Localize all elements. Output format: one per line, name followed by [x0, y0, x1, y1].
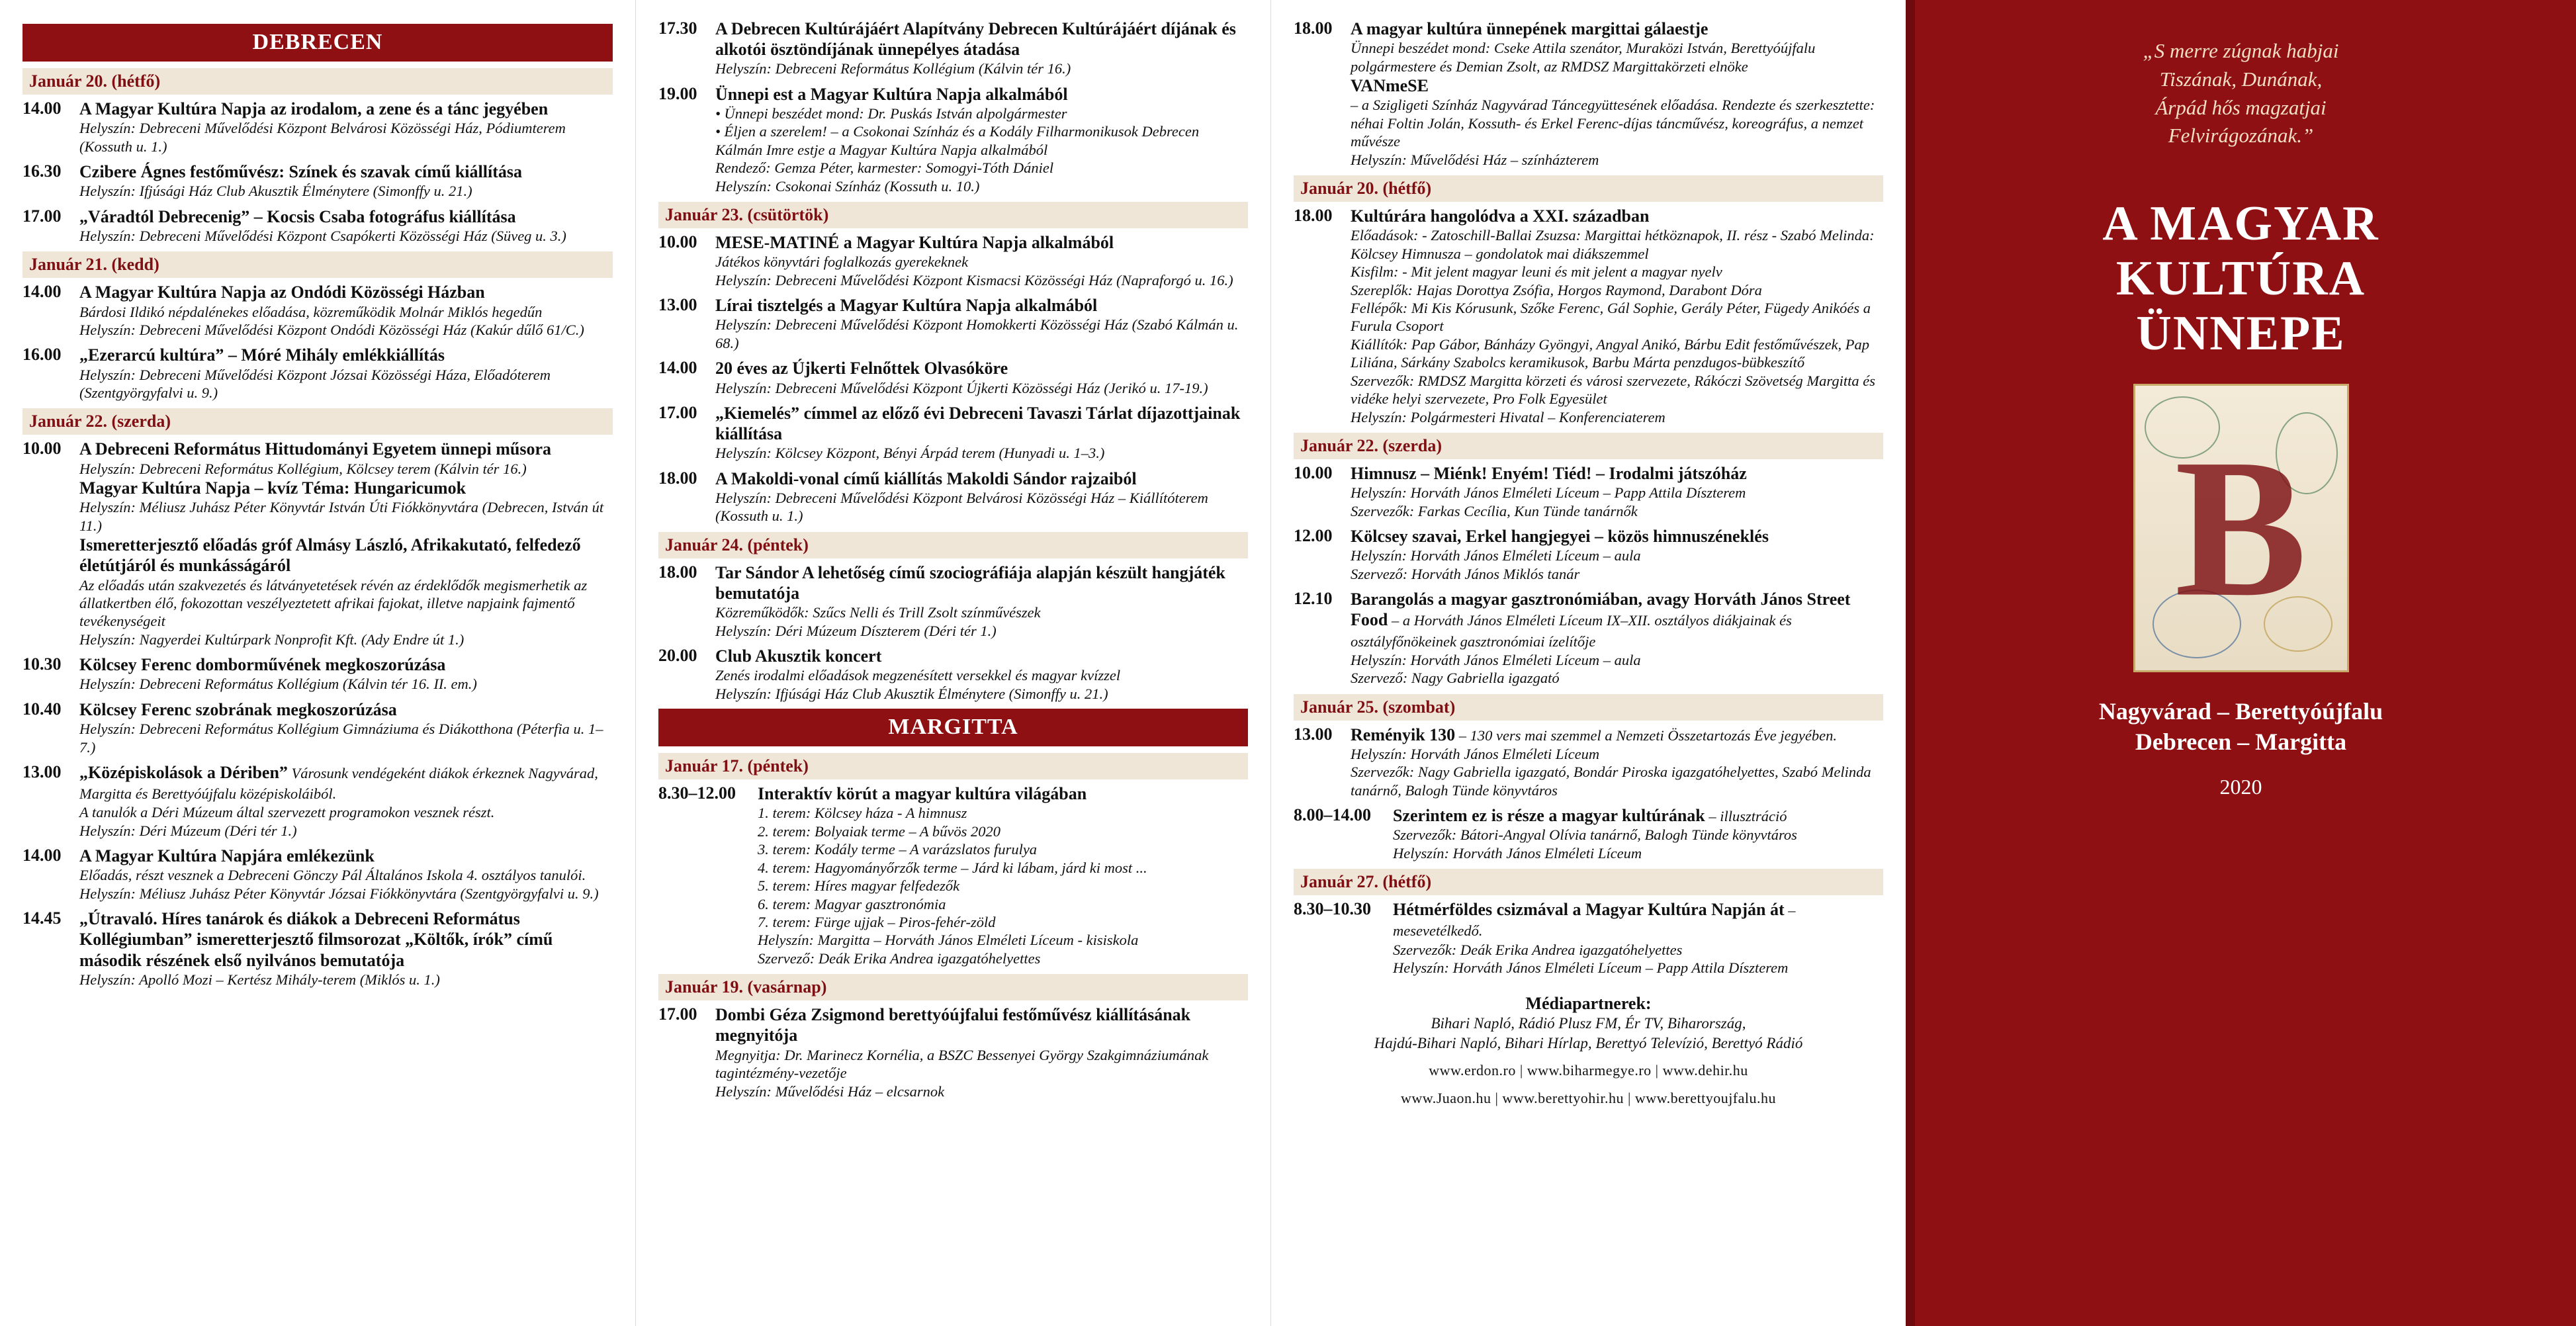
event-body [715, 403, 1248, 463]
event-time: 17.00 [658, 1004, 697, 1024]
event-title: Ünnepi est a Magyar Kultúra Napja alkalmából [715, 84, 1068, 104]
media-partners-title: Médiapartnerek: [1525, 994, 1652, 1014]
day-header: Január 27. (hétfő) [1294, 869, 1883, 895]
media-partner-url[interactable]: www.erdon.ro | www.biharmegye.ro | www.dehir.hu [1429, 1062, 1748, 1079]
event-title: A Debreceni Református Hittudományi Egyetem ünnepi műsora [79, 439, 552, 459]
event-detail-line: Megnyitja: Dr. Marinecz Kornélia, a BSZC Bessenyei György Szakgimnáziumának tagintézmény-vezetője [715, 1046, 1209, 1082]
event-item [658, 84, 1248, 195]
event-time: 18.00 [658, 562, 697, 582]
event-detail-line: Szervezők: RMDSZ Margitta körzeti és városi szervezete, Rákóczi Szövetség Margitta és vidéke helyi szervezete, Pro Folk Egyesület [1351, 372, 1875, 408]
event-time: 8.30–12.00 [658, 783, 736, 803]
event-body [1351, 589, 1883, 687]
event-title: MESE-MATINÉ a Magyar Kultúra Napja alkalmából [715, 233, 1114, 253]
event-detail-line: Helyszín: Debreceni Művelődési Központ Csapókerti Közösségi Ház (Süveg u. 3.) [79, 227, 566, 244]
event-detail-line: Helyszín: Déri Múzeum Díszterem (Déri tér 1.) [715, 622, 997, 639]
day-header: Január 23. (csütörtök) [658, 202, 1248, 228]
event-time: 10.00 [1294, 463, 1333, 482]
event-detail-line: 6. terem: Magyar gasztronómia [758, 895, 946, 912]
event-detail-line: Ünnepi beszédet mond: Cseke Attila szenátor, Muraközi István, Berettyóújfalu polgármestere és Demian Zsolt, az RMDSZ Margittakörzeti elnöke [1351, 40, 1816, 75]
event-detail-line: Helyszín: Apolló Mozi – Kertész Mihály-terem (Miklós u. 1.) [79, 971, 440, 988]
event-item [658, 403, 1248, 463]
cover-title [1906, 197, 2576, 361]
event-time: 12.10 [1294, 589, 1333, 609]
event-item [22, 99, 613, 155]
column-margitta [1270, 0, 1906, 1326]
event-body [79, 282, 613, 339]
event-detail-line: Helyszín: Ifjúsági Ház Club Akusztik Élménytere (Simonffy u. 21.) [715, 685, 1108, 702]
media-partner-urls [1294, 1060, 1883, 1109]
event-item [658, 1004, 1248, 1100]
event-title: Szerintem ez is része a magyar kultúrának – illusztráció [1393, 806, 1787, 826]
event-title: Kölcsey Ferenc domborművének megkoszorúzása [79, 655, 446, 675]
event-body [1351, 463, 1883, 520]
event-body [79, 762, 613, 840]
media-partner-line: Bihari Napló, Rádió Plusz FM, Ér TV, Biharország, [1431, 1015, 1746, 1032]
event-time: 8.30–10.30 [1294, 899, 1371, 919]
event-detail-line: Helyszín: Debreceni Művelődési Központ Újkerti Közösségi Ház (Jerikó u. 17-19.) [715, 379, 1208, 396]
event-item [1294, 526, 1883, 583]
event-list-col2-top [658, 19, 1248, 195]
event-detail-line: Kiállítók: Pap Gábor, Bánházy Gyöngyi, Angyal Anikó, Bárbu Edit festőművészek, Pap Liliána, Sárkány Szabolcs keramikusok, Barbu Márta penzdugos-bübkeszítő [1351, 335, 1870, 371]
event-title: Kölcsey szavai, Erkel hangjegyei – közös himnuszéneklés [1351, 527, 1769, 547]
event-detail-line: Szervező: Deák Erika Andrea igazgatóhelyettes [758, 950, 1041, 967]
event-detail-line: Szereplők: Hajas Dorottya Zsófia, Horgos Raymond, Darabont Dóra [1351, 281, 1762, 298]
section-banner-margitta: MARGITTA [658, 709, 1248, 746]
event-detail-line: 4. terem: Hagyományőrzők terme – Járd ki lábam, járd ki most ... [758, 859, 1147, 876]
event-time: 10.30 [22, 654, 62, 674]
event-item [22, 908, 613, 989]
event-title-suffix: – a Horváth János Elméleti Líceum IX–XII. osztályos diákjainak és osztályfőnökeinek gasztronómiai ízelítője [1351, 612, 1792, 650]
event-time: 8.00–14.00 [1294, 805, 1371, 825]
event-body [1351, 725, 1883, 800]
day-list-col1 [22, 68, 613, 989]
event-detail-line: • Ünnepi beszédet mond: Dr. Puskás István alpolgármester [715, 105, 1067, 122]
event-time: 10.00 [22, 439, 62, 459]
event-item [1294, 899, 1883, 977]
cover-panel [1906, 0, 2576, 1326]
event-time: 14.00 [22, 99, 62, 118]
event-body [79, 99, 613, 155]
event-detail-line: Helyszín: Ifjúsági Ház Club Akusztik Élménytere (Simonffy u. 21.) [79, 183, 472, 200]
event-time: 13.00 [658, 295, 697, 315]
event-time: 13.00 [22, 762, 62, 781]
event-detail-line: 2. terem: Bolyaiak terme – A bűvös 2020 [758, 822, 1001, 840]
media-partner-line: Hajdú-Bihari Napló, Bihari Hírlap, Berettyó Televízió, Berettyó Rádió [1374, 1035, 1803, 1052]
event-detail-line: Helyszín: Nagyerdei Kultúrpark Nonprofit Kft. (Ady Endre út 1.) [79, 631, 465, 648]
event-body [79, 654, 613, 693]
event-title: A Magyar Kultúra Napja az irodalom, a zene és a tánc jegyében [79, 99, 549, 118]
event-title-suffix: – 130 vers mai szemmel a Nemzeti Összetartozás Éve jegyében. [1455, 727, 1837, 744]
event-title: Reményik 130 – 130 vers mai szemmel a Nemzeti Összetartozás Éve jegyében. [1351, 725, 1837, 744]
day-header: Január 17. (péntek) [658, 753, 1248, 779]
day-header: Január 22. (szerda) [22, 408, 613, 435]
event-body [715, 562, 1248, 640]
event-detail-line: Szervezők: Deák Erika Andrea igazgatóhelyettes [1393, 941, 1683, 958]
event-time: 17.00 [22, 206, 62, 226]
event-list-col3-top [1294, 19, 1883, 169]
event-detail-line: – a Szigligeti Színház Nagyvárad Táncegyüttesének előadása. Rendezte és szerkesztette: néhai Foltin Jolán, Kossuth- és Erkel Ferenc-díjas táncművész, koreográfus, a nemzet művésze [1351, 97, 1875, 150]
event-detail-line: 3. terem: Kodály terme – A varázslatos furulya [758, 841, 1038, 858]
event-body [715, 1004, 1248, 1100]
cover-year: 2020 [2219, 775, 2262, 799]
event-item [1294, 19, 1883, 169]
event-title: A Magyar Kultúra Napja az Ondódi Közösségi Házban [79, 283, 485, 302]
event-time: 18.00 [1294, 206, 1333, 225]
event-detail-line: Helyszín: Debreceni Művelődési Központ Belvárosi Közösségi Ház – Kiállítóterem (Kossuth u. 1.) [715, 489, 1208, 525]
event-time: 18.00 [1294, 19, 1333, 38]
event-detail-line: Előadás, részt vesznek a Debreceni Gönczy Pál Általános Iskola 4. osztályos tanulói. Helyszín: Méliusz Juhász Péter Könyvtár Józsai Fiókkönyvtára (Szentgyörgyfalvi u. 9.) [79, 867, 599, 902]
event-item [1294, 463, 1883, 520]
event-detail-line: Helyszín: Horváth János Elméleti Líceum [1351, 745, 1600, 762]
event-detail-line: Bárdosi Ildikó népdalénekes előadása, közreműködik Molnár Miklós hegedűn [79, 303, 543, 320]
event-title-suffix: – mesevetélkedő. [1393, 902, 1796, 940]
event-item [1294, 206, 1883, 426]
event-body [758, 783, 1248, 967]
event-title: Kultúrára hangolódva a XXI. században [1351, 206, 1650, 226]
day-header: Január 25. (szombat) [1294, 694, 1883, 721]
day-header: Január 24. (péntek) [658, 532, 1248, 558]
event-title: „Útravaló. Híres tanárok és diákok a Debreceni Református Kollégiumban” ismeretterjesztő filmsorozat „Költők, írók” című második részének első nyilvános bemutatója [79, 909, 553, 970]
day-header: Január 20. (hétfő) [1294, 175, 1883, 202]
event-detail-line: Helyszín: Horváth János Elméleti Líceum – aula [1351, 547, 1641, 564]
event-detail-line: Előadások: - Zatoschill-Ballai Zsuzsa: Margittai hétköznapok, II. rész - Szabó Melinda: Kölcsey Himnusza – gondolatok mai diákszemmel [1351, 227, 1875, 262]
event-title: Interaktív körút a magyar kultúra világában [758, 784, 1087, 804]
event-body [715, 84, 1248, 195]
event-detail-line: Helyszín: Horváth János Elméleti Líceum – Papp Attila Díszterem [1393, 959, 1789, 976]
event-detail-line: Kisfilm: - Mit jelent magyar leuni és mit jelent a magyar nyelv [1351, 263, 1722, 281]
event-time: 14.00 [22, 282, 62, 302]
event-item [22, 161, 613, 200]
event-detail-line: Helyszín: Csokonai Színház (Kossuth u. 10.) [715, 177, 980, 195]
cover-place-line: Nagyvárad – Berettyóújfalu [2098, 697, 2383, 725]
event-detail-line: Helyszín: Debreceni Református Kollégium (Kálvin tér 16. II. em.) [79, 676, 477, 693]
day-header: Január 21. (kedd) [22, 251, 613, 278]
event-detail-line: Rendező: Gemza Péter, karmester: Somogyi-Tóth Dániel [715, 159, 1054, 177]
event-detail-line: Szervezők: Nagy Gabriella igazgató, Bondár Piroska igazgatóhelyettes, Szabó Melinda tanárnő, Balogh Tünde könyvtáros [1351, 764, 1871, 799]
event-detail-line: Fellépők: Mi Kis Kórusunk, Szőke Ferenc, Gál Sophie, Gerály Péter, Fügedy Anikóés a Furula Csoport [1351, 299, 1871, 335]
event-time: 10.00 [658, 232, 697, 252]
event-title: A Debrecen Kultúrájáért Alapítvány Debrecen Kultúrájáért díjának és alkotói ösztöndíjának ünnepélyes átadása [715, 19, 1236, 60]
event-detail-line: Ismeretterjesztő előadás gróf Almásy László, Afrikakutató, felfedező életútjáról és munkásságáról [79, 535, 581, 576]
event-title-suffix: – illusztráció [1705, 808, 1787, 825]
initial-ornament-icon [2133, 384, 2349, 672]
event-body [1393, 899, 1883, 977]
event-detail-line: Magyar Kultúra Napja – kvíz Téma: Hungaricumok [79, 478, 466, 498]
event-detail-line: Helyszín: Horváth János Elméleti Líceum [1393, 844, 1642, 862]
event-detail-line: Helyszín: Méliusz Juhász Péter Könyvtár István Úti Fiókkönyvtára (Debrecen, István út 11.) [79, 499, 604, 534]
event-detail-line: Szervező: Horváth János Miklós tanár [1351, 565, 1580, 582]
event-time: 13.00 [1294, 724, 1333, 744]
event-body [715, 19, 1248, 78]
event-item [658, 783, 1248, 967]
event-title: Tar Sándor A lehetőség című szociográfiája alapján készült hangjáték bemutatója [715, 562, 1225, 603]
event-item [658, 358, 1248, 397]
event-detail-line: Játékos könyvtári foglalkozás gyerekeknek [715, 253, 969, 271]
event-title: 20 éves az Újkerti Felnőttek Olvasóköre [715, 359, 1008, 378]
event-detail-line: Helyszín: Debreceni Református Kollégium Gimnáziuma és Diákotthona (Péterfia u. 1–7.) [79, 721, 603, 756]
event-body [79, 161, 613, 200]
event-item [658, 646, 1248, 703]
cover-title-line: KULTÚRA [2115, 251, 2366, 306]
event-time: 10.40 [22, 699, 62, 719]
event-item [658, 562, 1248, 640]
event-detail-line: Helyszín: Margitta – Horváth János Elméleti Líceum - kisiskola [758, 932, 1139, 949]
media-partner-url[interactable]: www.Juaon.hu | www.berettyohir.hu | www.berettyoujfalu.hu [1400, 1090, 1777, 1107]
event-body [79, 439, 613, 648]
event-item [22, 846, 613, 903]
event-item [1294, 805, 1883, 862]
event-body [715, 646, 1248, 703]
event-item [658, 295, 1248, 352]
event-item [22, 762, 613, 840]
event-detail-line: Helyszín: Debreceni Művelődési Központ Józsai Közösségi Háza, Előadóterem (Szentgyörgyfalvi u. 9.) [79, 366, 551, 401]
column-debrecen [0, 0, 635, 1326]
event-title: Himnusz – Miénk! Enyém! Tiéd! – Irodalmi játszóház [1351, 464, 1747, 483]
event-detail-line: Helyszín: Debreceni Református Kollégium, Kölcsey terem (Kálvin tér 16.) [79, 460, 527, 477]
event-item [22, 654, 613, 693]
event-title: Czibere Ágnes festőművész: Színek és szavak című kiállítása [79, 162, 522, 182]
event-detail-line: Helyszín: Horváth János Elméleti Líceum – Papp Attila Díszterem [1351, 484, 1746, 502]
cover-places [1906, 696, 2576, 758]
cover-title-line: ÜNNEPE [2136, 306, 2346, 361]
event-detail-line: Helyszín: Debreceni Művelődési Központ Ondódi Közösségi Ház (Kakúr dűlő 61/C.) [79, 321, 584, 338]
illuminated-initial [1906, 384, 2576, 672]
cover-quote-line: Tiszának, Dunának, [2159, 67, 2323, 91]
event-body [715, 295, 1248, 352]
event-time: 16.00 [22, 345, 62, 365]
event-title: A Magyar Kultúra Napjára emlékezünk [79, 846, 375, 866]
event-title: Lírai tisztelgés a Magyar Kultúra Napja alkalmából [715, 296, 1098, 316]
day-list-col3 [1294, 175, 1883, 977]
event-body [1351, 19, 1883, 169]
event-body [715, 468, 1248, 525]
event-time: 17.00 [658, 402, 697, 422]
event-detail-line: Zenés irodalmi előadások megzenésített versekkel és magyar kvízzel [715, 667, 1121, 684]
event-detail-line: A tanulók a Déri Múzeum által szervezett programokon vesznek részt. [79, 804, 495, 821]
event-time: 12.00 [1294, 526, 1333, 546]
event-time: 14.45 [22, 908, 62, 928]
cover-quote-line: „S merre zúgnak habjai [2143, 39, 2339, 62]
event-title: Hétmérföldes csizmával a Magyar Kultúra Napján át – mesevetélkedő. [1393, 900, 1796, 940]
day-list-col2 [658, 202, 1248, 703]
event-detail-line: Helyszín: Debreceni Művelődési Központ Belvárosi Közösségi Ház, Pódiumterem (Kossuth u. 1.) [79, 120, 566, 155]
cover-quote-line: Árpád hős magzatjai [2155, 95, 2327, 119]
event-body [79, 699, 613, 756]
event-time: 18.00 [658, 468, 697, 488]
event-detail-line: Az előadás után szakvezetés és látványetetések révén az érdeklődők megismerhetik az állatkertben élő, fokozottan veszélyeztetett afrikai fajokat, illetve napjaink fajmentő tevékenységeit [79, 576, 588, 630]
section-banner-debrecen: DEBRECEN [22, 24, 613, 62]
cover-place-line: Debrecen – Margitta [2135, 729, 2347, 756]
event-item [658, 19, 1248, 78]
event-time: 17.30 [658, 19, 697, 38]
event-detail-line: VANmeSE [1351, 76, 1429, 96]
event-body [79, 206, 613, 245]
event-body [715, 358, 1248, 397]
cover-title-line: A MAGYAR [2102, 197, 2379, 251]
event-detail-line: Közreműködők: Szűcs Nelli és Trill Zsolt színművészek [715, 604, 1041, 621]
event-item [22, 439, 613, 648]
event-detail-line: Helyszín: Művelődési Ház – elcsarnok [715, 1083, 945, 1100]
day-header: Január 19. (vasárnap) [658, 974, 1248, 1000]
event-time: 16.30 [22, 161, 62, 181]
event-detail-line: 1. terem: Kölcsey háza - A himnusz [758, 805, 967, 822]
event-detail-line: Helyszín: Horváth János Elméleti Líceum – aula [1351, 651, 1641, 668]
event-detail-line: Helyszín: Debreceni Művelődési Központ Homokkerti Közösségi Ház (Szabó Kálmán u. 68.) [715, 316, 1239, 351]
event-detail-line: Helyszín: Debreceni Református Kollégium (Kálvin tér 16.) [715, 60, 1071, 77]
event-title: Kölcsey Ferenc szobrának megkoszorúzása [79, 699, 397, 719]
event-body [79, 846, 613, 903]
event-detail-line: Szervezők: Farkas Cecília, Kun Tünde tanárnők [1351, 502, 1638, 519]
event-detail-line: Szervezők: Bátori-Angyal Olívia tanárnő, Balogh Tünde könyvtáros [1393, 826, 1797, 844]
event-title: „Középiskolások a Dériben” Városunk vendégeként diákok érkeznek Nagyvárad, Margitta és Berettyóújfalu középiskoláiból. [79, 762, 598, 803]
event-time: 14.00 [658, 358, 697, 378]
event-time: 20.00 [658, 646, 697, 666]
day-list-col2-margitta [658, 753, 1248, 1100]
event-title: Club Akusztik koncert [715, 646, 882, 666]
media-partners-list [1294, 1014, 1883, 1053]
event-item [22, 699, 613, 756]
event-item [22, 282, 613, 339]
event-title: „Váradtól Debrecenig” – Kocsis Csaba fotográfus kiállítása [79, 206, 516, 226]
event-body [715, 232, 1248, 289]
event-body [79, 345, 613, 402]
day-header: Január 20. (hétfő) [22, 68, 613, 95]
event-item [1294, 589, 1883, 687]
event-title: „Kiemelés” címmel az előző évi Debreceni Tavaszi Tárlat díjazottjainak kiállítása [715, 403, 1241, 444]
event-body [1351, 526, 1883, 583]
column-debrecen-continued [635, 0, 1270, 1326]
event-body [1393, 805, 1883, 862]
event-title: A magyar kultúra ünnepének margittai gálaestje [1351, 19, 1709, 38]
event-detail-line: • Éljen a szerelem! – a Csokonai Színház és a Kodály Filharmonikusok Debrecen Kálmán Imre estje a Magyar Kultúra Napja alkalmából [715, 123, 1200, 158]
event-time: 14.00 [22, 846, 62, 865]
event-detail-line: 5. terem: Híres magyar felfedezők [758, 877, 960, 895]
event-detail-line: 7. terem: Fürge ujjak – Piros-fehér-zöld [758, 913, 996, 930]
event-item [1294, 725, 1883, 800]
event-body [1351, 206, 1883, 426]
day-header: Január 22. (szerda) [1294, 433, 1883, 459]
event-detail-line: Helyszín: Debreceni Művelődési Központ Kismacsi Közösségi Ház (Napraforgó u. 16.) [715, 271, 1233, 288]
event-time: 19.00 [658, 83, 697, 103]
event-detail-line: Helyszín: Polgármesteri Hivatal – Konferenciaterem [1351, 408, 1666, 425]
event-title-suffix: Városunk vendégeként diákok érkeznek Nagyvárad, Margitta és Berettyóújfalu középiskoláiból. [79, 764, 598, 803]
event-title: Barangolás a magyar gasztronómiában, avagy Horváth János Street Food – a Horváth János Elméleti Líceum IX–XII. osztályos diákjainak és osztályfőnökeinek gasztronómiai ízelítője [1351, 590, 1851, 650]
event-item [22, 206, 613, 245]
initial-letter: B [2174, 418, 2307, 638]
event-title: Dombi Géza Zsigmond berettyóújfalui festőművész kiállításának megnyitója [715, 1005, 1191, 1045]
event-item [658, 468, 1248, 525]
event-detail-line: Szervező: Nagy Gabriella igazgató [1351, 670, 1560, 687]
cover-quote-line: Felvirágozának.” [2168, 124, 2314, 148]
event-title: „Ezerarcú kultúra” – Móré Mihály emlékkiállítás [79, 345, 445, 365]
event-detail-line: Helyszín: Kölcsey Központ, Bényi Árpád terem (Hunyadi u. 1–3.) [715, 445, 1105, 462]
event-detail-line: Helyszín: Művelődési Ház – színházterem [1351, 151, 1599, 168]
event-body [79, 908, 613, 989]
event-item [22, 345, 613, 402]
event-item [658, 232, 1248, 289]
cover-quote [1949, 37, 2532, 150]
event-detail-line: Helyszín: Déri Múzeum (Déri tér 1.) [79, 822, 297, 839]
event-title: A Makoldi-vonal című kiállítás Makoldi Sándor rajzaiból [715, 468, 1137, 488]
